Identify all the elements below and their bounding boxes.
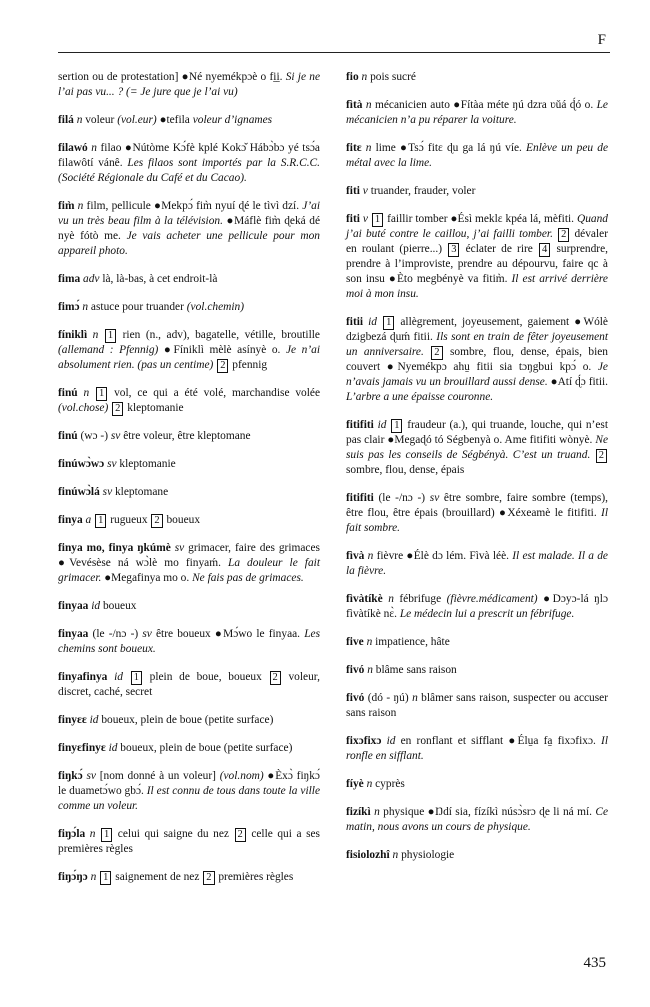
italic-text: Le médecin lui a prescrit un fébrifuge. [399,608,575,620]
sense-number: 1 [372,213,383,227]
headword: filawó [58,142,88,154]
headword: fìvàtíkè [346,593,383,605]
italic-text: sv [107,458,117,470]
italic-text: J’ai vu un très beau film à la télévision. [58,200,320,227]
italic-text: id [108,742,118,754]
definition-text [213,359,216,371]
italic-text: Le mécanicien n’a pu réparer la voiture. [346,99,608,126]
italic-text: (vol.eur) [117,114,157,126]
italic-text: Ne suis pas les conseils de Ségbényà. C’est un truand. [346,434,608,461]
definition-text: fraudeur (a.), qui truande, louche, qui n’est pas clair ●Megaɖó tó Ségbenyà o. Ame fitifiti wònyè. [346,419,608,446]
headword: finúwɔ̀lá [58,486,100,498]
sense-number: 4 [539,243,550,257]
italic-text: Je n’ai absolument rien. (pas un centime) [58,344,320,371]
headword: fitifiti [346,419,374,431]
definition-text [98,329,104,341]
definition-text: être sombre, faire sombre (temps), être flou, être épais (brouillard) ●Xéxeamè le fitifiti. [346,492,609,519]
dictionary-entry [346,592,608,622]
italic-text: id [89,714,99,726]
headword: fio [346,71,359,83]
definition-text: (wɔ -) [77,430,111,442]
section-letter: F [597,32,606,48]
definition-text [95,828,100,840]
italic-text: (vol.nom) [219,770,264,782]
italic-text: id [368,316,378,328]
definition-text: là, là-bas, à cet endroit-là [99,273,218,285]
headword: fìtà [346,99,363,111]
definition-text [89,387,95,399]
headword: finyɛfinyɛ [58,742,106,754]
headword: fitii [346,316,364,328]
headword: finyafinya [58,671,108,683]
sense-number: 2 [596,449,607,463]
definition-text: celle qui a ses premières règles [58,828,320,855]
italic-text: voleur d’ignames [192,114,273,126]
italic-text: id [377,419,387,431]
italic-text: n [367,664,373,676]
dictionary-entry [58,457,320,472]
definition-text [386,419,390,431]
italic-text: Je n’avais jamais vu un brouillard aussi dense. [346,361,608,388]
definition-text: sombre, flou, dense, épais, bien couvert ●Nyemékpɔ ahu̱ fitii sia tɔŋgbui kpɔ́ o. [346,346,608,373]
headword: fivó [346,664,365,676]
dictionary-entry [346,734,608,764]
italic-text: sv [429,492,440,504]
header-rule [58,52,610,53]
italic-text: Quand j’ai buté contre le caillou, j’ai failli tomber. [346,213,608,240]
dictionary-entry [58,870,320,885]
headword: fiŋɔ́ŋɔ [58,871,88,883]
italic-text: n [392,849,399,861]
italic-text: Il est connu de tous dans toute la ville comme un voleur. [58,785,321,812]
definition-text: (le -/nɔ -) [88,628,143,640]
dictionary-entry [346,70,608,85]
headword: fiŋkɔ́ [58,770,83,782]
italic-text: Enlève un peu de métal avec la lime. [346,142,609,169]
italic-text: L’arbre a une épaisse couronne. [346,391,494,403]
definition-text [590,449,594,461]
right-column [346,70,608,876]
definition-text: ●Èxɔ̀ fiŋkɔ́ le duametɔ́wo gbɔ́. [58,770,320,797]
definition-text: ●Dɔyɔ-lá ŋlɔ fìvàtíkè nɛ̀. [346,593,608,620]
definition-text: mécanicien auto ●Fítàa méte ŋú dzra ʋǔá ɖ́ó o. [371,99,597,111]
sense-number: 1 [391,419,402,433]
dictionary-entry [346,315,608,405]
headword: fim̀ [58,200,75,212]
italic-text: v [362,185,368,197]
italic-text: sv [110,430,121,442]
page-number: 435 [583,955,606,971]
italic-text: sv [102,486,113,498]
sense-number: 2 [151,514,162,528]
headword: fivó [346,692,365,704]
definition-text: blâmer sans raison, suspecter ou accuser sans raison [346,692,608,719]
dictionary-entry [58,386,320,416]
italic-text: n [76,114,83,126]
italic-text: n [92,329,99,341]
italic-text: n [365,142,372,154]
headword: fíniklì [58,329,88,341]
definition-text: kleptomane [112,486,169,498]
definition-text [96,871,99,883]
definition-text: truander, frauder, voler [367,185,476,197]
italic-text: id [91,600,101,612]
definition-text: filao ●Nútòme Kɔ́fè kplé Kokɔ̌ Hábɔ̀bɔ yé tsɔ́a filawôtí vánê. [58,142,320,169]
italic-text: La douleur le fait grimacer. [58,557,320,584]
definition-text: dévaler en roulant (pierre...) [346,228,608,255]
dictionary-entry [58,113,320,128]
italic-text: n [412,692,418,704]
definition-text: ●Megafinya mo o. [101,572,193,584]
italic-text: Les chemins sont boueux. [58,628,321,655]
definition-text [424,346,430,358]
headword: finú [58,387,78,399]
dictionary-entry [346,805,608,835]
dictionary-entry [346,418,608,478]
definition-text: saignement de nez [112,871,203,883]
definition-text: rien (n., adv), bagatelle, vétille, broutille [117,329,320,341]
sense-number: 1 [383,316,394,330]
headword: fimɔ́ [58,301,80,313]
sense-number: 2 [235,828,246,842]
headword: finúwɔ̀wɔ [58,458,105,470]
dictionary-entry [58,513,320,528]
headword: filá [58,114,74,126]
definition-text: voleur [82,114,118,126]
definition-text: blâme sans raison [372,664,457,676]
dictionary-entry [58,769,320,814]
headword: fitɛ [346,142,362,154]
definition-text: (le -/nɔ -) [373,492,430,504]
definition-text: sombre, flou, dense, épais [346,464,465,476]
headword: five [346,636,364,648]
dictionary-entry [58,627,320,657]
sense-number: 1 [131,671,142,685]
definition-text: impatience, hâte [372,636,450,648]
italic-text: Les filaos sont importés par la S.R.C.C. (Société Régionale du Café et du Cacao). [58,157,320,184]
headword: finyaa [58,628,89,640]
headword: fiti [346,185,360,197]
definition-text: boueux [163,514,201,526]
italic-text: n [366,778,373,790]
italic-text: Il ronfle en sifflant. [346,735,608,762]
left-column [58,70,320,898]
definition-text: voleur, discret, caché, secret [58,671,320,698]
italic-text: n [83,387,90,399]
dictionary-entry [58,429,320,444]
dictionary-entry [346,141,608,171]
headword: finú [58,430,78,442]
italic-text: (vol.chose) [58,402,109,414]
definition-text: plein de boue, boueux [142,671,269,683]
definition-text [123,671,130,683]
dictionary-entry [58,599,320,614]
definition-text: ●tefila [156,114,193,126]
italic-text: a [85,514,92,526]
headword: fíyè [346,778,364,790]
italic-text: (vol.chemin) [186,301,245,313]
dictionary-entry [346,491,608,536]
definition-text: pois sucré [367,71,416,83]
headword: fiti [346,213,360,225]
dictionary-entry [58,827,320,857]
dictionary-entry [346,663,608,678]
dictionary-entry [346,98,608,128]
dictionary-entry [346,212,608,302]
dictionary-entry [58,199,320,259]
sense-number: 1 [96,387,107,401]
definition-text: (dó - ŋú) [364,692,413,704]
italic-text: sv [86,770,96,782]
dictionary-entry [58,141,320,186]
italic-text: n [374,806,380,818]
italic-text: (allemand : Pfennig) [58,344,159,356]
dictionary-entry [58,670,320,700]
headword: fiŋɔ́la [58,828,86,840]
italic-text: adv [83,273,100,285]
dictionary-entry [346,691,608,721]
italic-text: Si je ne l’ai pas vu... ? (= Je jure que je l’ai vu) [58,71,321,98]
definition-text: ●Fíniklì mèlè asínyè o. [158,344,286,356]
italic-text: Ils sont en train de fêter joyeusement un anniversaire. [346,331,608,358]
dictionary-entry [346,549,608,579]
sense-number: 2 [270,671,281,685]
definition-text [368,213,371,225]
sense-number: 2 [203,871,214,885]
sense-number: 1 [100,871,111,885]
definition-text: cyprès [372,778,405,790]
dictionary-entry [58,485,320,500]
definition-text: allègrement, joyeusement, gaiement ●Wólè dzigbezá ɖuḿ fitii. [346,316,608,343]
sense-number: 2 [217,359,228,373]
italic-text: Je vais acheter une pellicule pour mon appareil photo. [58,230,321,257]
definition-text: physique ●Ŋdí sia, fízíkì núsɔ̀srɔ ɖe li ná mí. [379,806,596,818]
definition-text: physiologie [398,849,455,861]
dictionary-entry [58,741,320,756]
italic-text: n [361,71,368,83]
definition-text: grimacer, faire des grimaces ●Vevésèse ná wɔ̀lè mo finyaḿ. [58,542,320,569]
headword: fizíkì [346,806,371,818]
definition-text: être voleur, être kleptomane [120,430,251,442]
italic-text: n [91,142,97,154]
dictionary-entry [346,848,608,863]
definition-text [91,514,94,526]
italic-text: sv [174,542,185,554]
definition-text: ●Máflè fim̀ ɖeká dé nyè fótò me. [58,215,320,242]
definition-text: rugueux [107,514,151,526]
italic-text: n [89,828,96,840]
italic-text: n [82,301,89,313]
definition-text [108,402,111,414]
italic-text: Il fait sombre. [346,507,608,534]
italic-text: sv [142,628,152,640]
headword: fìvà [346,550,365,562]
dictionary-entry [58,328,320,373]
sense-number: 1 [105,329,116,343]
definition-text: kleptomanie [124,402,184,414]
dictionary-entry [58,70,320,100]
definition-text: boueux, plein de boue (petite surface) [98,714,274,726]
italic-text: n [388,593,394,605]
definition-text: [nom donné à un voleur] [95,770,220,782]
sense-number: 1 [95,514,106,528]
headword: fima [58,273,81,285]
definition-text: boueux [100,600,137,612]
definition-text: pfennig [229,359,268,371]
definition-text: boueux, plein de boue (petite surface) [117,742,293,754]
headword: finyaa [58,600,89,612]
dictionary-entry [346,777,608,792]
headword: finya [58,514,83,526]
headword: fisiolozhî [346,849,390,861]
definition-text: faillir tomber ●Ésì meklɛ kpéa lá, mèfiti. [384,213,577,225]
italic-text: Il est arrivé derrière moi à mon insu. [346,273,608,300]
italic-text: Il est malade. Il a de la fièvre. [346,550,608,577]
sense-number: 3 [448,243,459,257]
definition-text: surprendre, prendre à l’improviste, prendre au dépourvu, faire qc à son insu ●Èto megbényè va fitim̀. [346,243,608,285]
definition-text: kleptomanie [116,458,176,470]
definition-text: ●Atí ɖ́ɔ fitii. [547,376,608,388]
definition-text: éclater de rire [460,243,539,255]
definition-text: astuce pour truander [88,301,187,313]
definition-text [553,228,557,240]
dictionary-entry [346,635,608,650]
italic-text: n [77,200,84,212]
italic-text: n [90,871,97,883]
definition-text: film, pellicule ●Mekpɔ́ fim̀ nyuí ɖé le tìvì dzí. [83,200,303,212]
italic-text: (fièvre.médicament) [446,593,538,605]
italic-text: v [362,213,368,225]
italic-text: Ce matin, nous avons un cours de physique. [346,806,608,833]
dictionary-entry [58,272,320,287]
headword: fitifiti [346,492,374,504]
dictionary-entry [346,184,608,199]
definition-text: premières règles [215,871,294,883]
definition-text: fébrifuge [393,593,447,605]
dictionary-entry [58,541,320,586]
definition-text: être boueux ●Mɔ́wo le finyaa. [151,628,305,640]
definition-text [377,316,382,328]
definition-text: lime ●Tsɔ́ fitɛ ɖu ga lá ŋú víe. [371,142,527,154]
sense-number: 2 [431,346,442,360]
sense-number: 2 [112,402,123,416]
sense-number: 1 [101,828,112,842]
sense-number: 2 [558,228,569,242]
definition-text: celui qui saigne du nez [113,828,234,840]
headword: finyɛɛ [58,714,87,726]
italic-text: n [367,550,374,562]
definition-text: vol, ce qui a été volé, marchandise volée [108,387,320,399]
italic-text: Ne fais pas de grimaces. [192,572,304,584]
italic-text: id [386,735,396,747]
dictionary-entry [58,300,320,315]
italic-text: n [365,99,372,111]
definition-text: sertion ou de protestation] ●Né nyemékpɔè o fi̱i̱. [58,71,286,83]
definition-text: en ronflant et sifflant ●Élu̱a fa̱ fixɔfixɔ. [395,735,602,747]
italic-text: id [114,671,123,683]
definition-text: fièvre ●Élè dɔ lém. Fìvà léè. [373,550,513,562]
dictionary-entry [58,713,320,728]
italic-text: n [366,636,373,648]
headword: fixɔfixɔ [346,735,382,747]
headword: finya mo, finya ŋkúmè [58,542,171,554]
